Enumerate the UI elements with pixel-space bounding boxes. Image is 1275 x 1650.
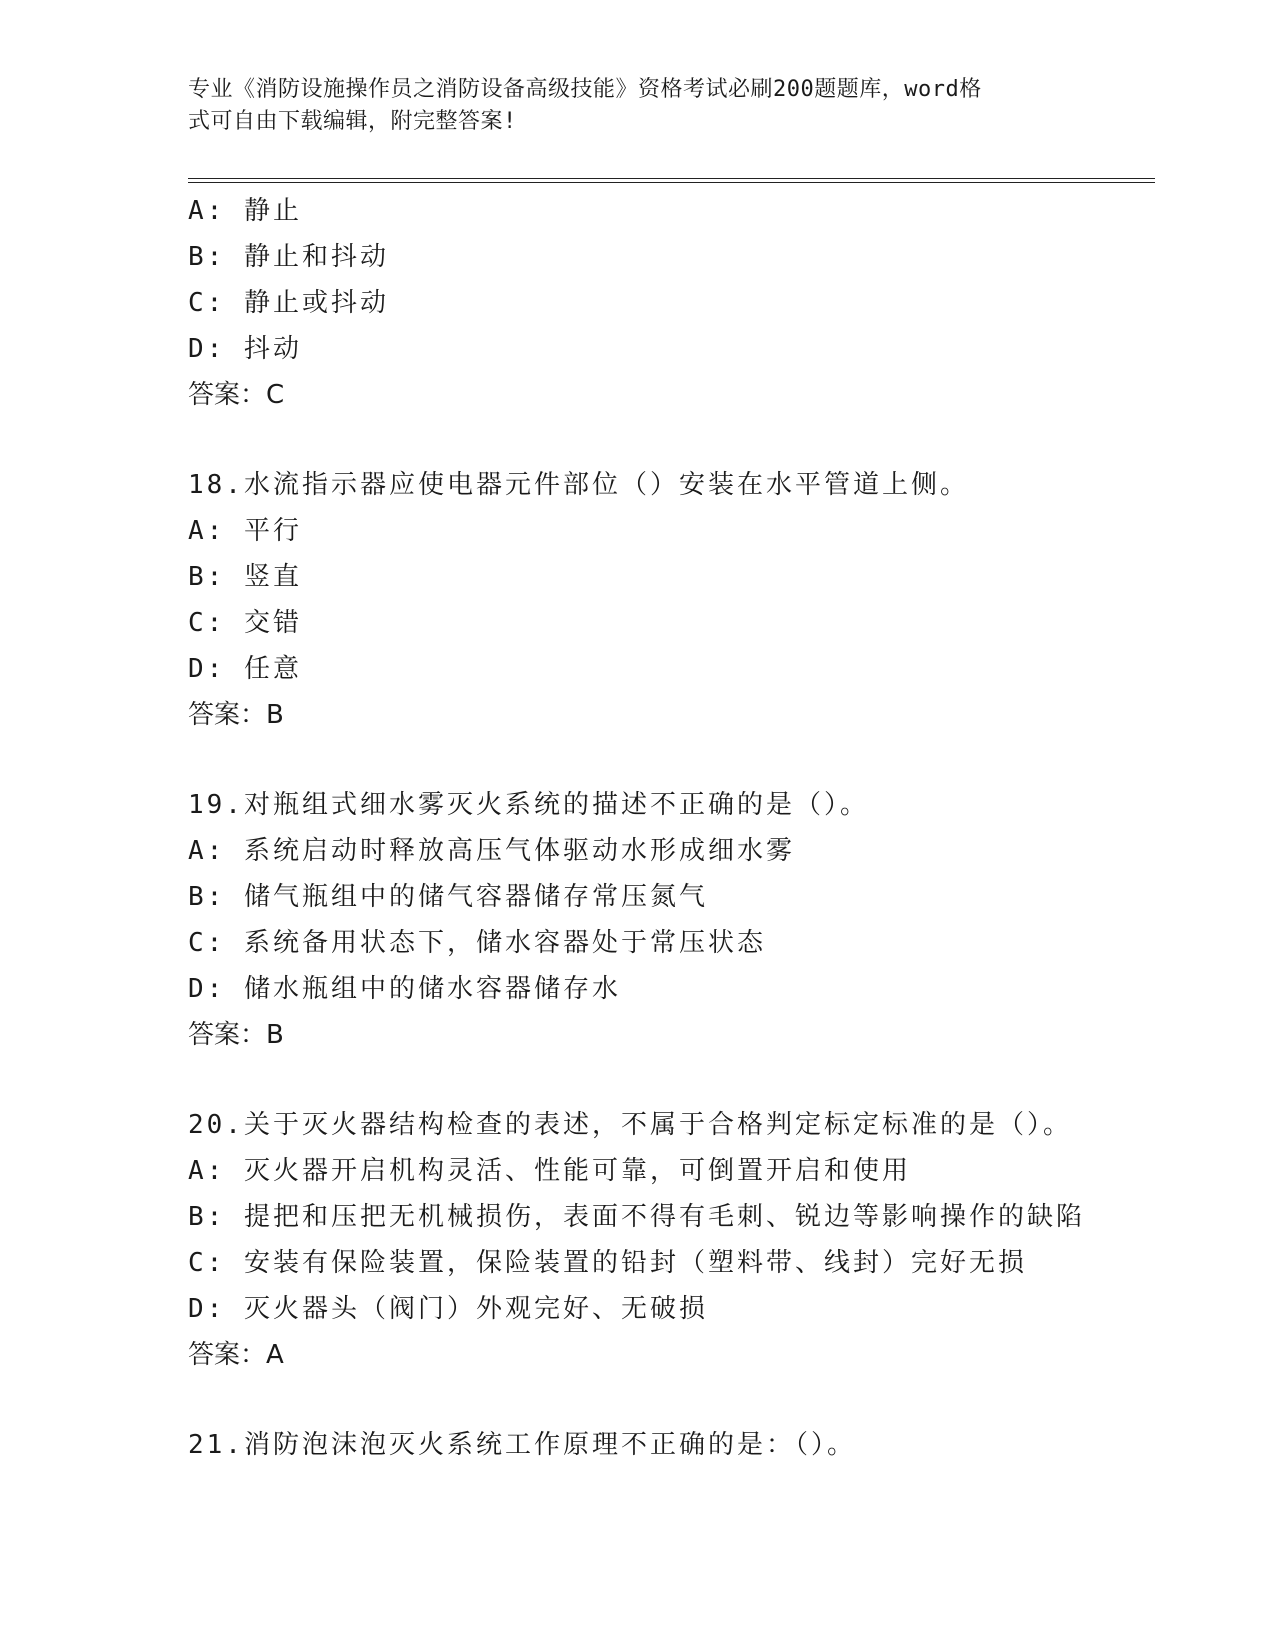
header-divider [188,178,1155,183]
option-c: C: 交错 [188,608,302,638]
option-b: B: 静止和抖动 [188,242,389,272]
spacer [188,418,1155,462]
option-c: C: 静止或抖动 [188,288,389,318]
option-d: D: 灭火器头（阀门）外观完好、无破损 [188,1294,708,1324]
question-21 [188,1422,1155,1468]
option-a: A: 系统启动时释放高压气体驱动水形成细水雾 [188,836,795,866]
option-d: D: 抖动 [188,334,302,364]
question-17 [188,188,1155,418]
answer: 答案：C [188,380,285,410]
answer: 答案：A [188,1340,284,1370]
option-c: C: 安装有保险装置，保险装置的铅封（塑料带、线封）完好无损 [188,1248,1027,1278]
question-text: 19.对瓶组式细水雾灭火系统的描述不正确的是（）。 [188,790,869,820]
answer: 答案：B [188,700,284,730]
option-d: D: 任意 [188,654,302,684]
option-a: A: 灭火器开启机构灵活、性能可靠，可倒置开启和使用 [188,1156,911,1186]
option-c: C: 系统备用状态下，储水容器处于常压状态 [188,928,766,958]
question-20 [188,1102,1155,1378]
option-a: A: 静止 [188,196,302,226]
option-d: D: 储水瓶组中的储水容器储存水 [188,974,621,1004]
spacer [188,738,1155,782]
question-text: 18.水流指示器应使电器元件部位（）安装在水平管道上侧。 [188,470,969,500]
option-b: B: 储气瓶组中的储气容器储存常压氮气 [188,882,708,912]
header-line-1: 专业《消防设施操作员之消防设备高级技能》资格考试必刷200题题库，word格 [188,77,982,102]
answer: 答案：B [188,1020,284,1050]
question-19 [188,782,1155,1058]
question-text: 21.消防泡沫泡灭火系统工作原理不正确的是：（）。 [188,1430,856,1460]
option-a: A: 平行 [188,516,302,546]
question-text: 20.关于灭火器结构检查的表述，不属于合格判定标定标准的是（）。 [188,1110,1072,1140]
header-line-2: 式可自由下载编辑，附完整答案! [188,109,517,134]
option-b: B: 提把和压把无机械损伤，表面不得有毛刺、锐边等影响操作的缺陷 [188,1202,1085,1232]
question-list [188,188,1155,1468]
question-18 [188,462,1155,738]
spacer [188,1378,1155,1422]
spacer [188,1058,1155,1102]
document-header [188,74,1068,138]
option-b: B: 竖直 [188,562,302,592]
